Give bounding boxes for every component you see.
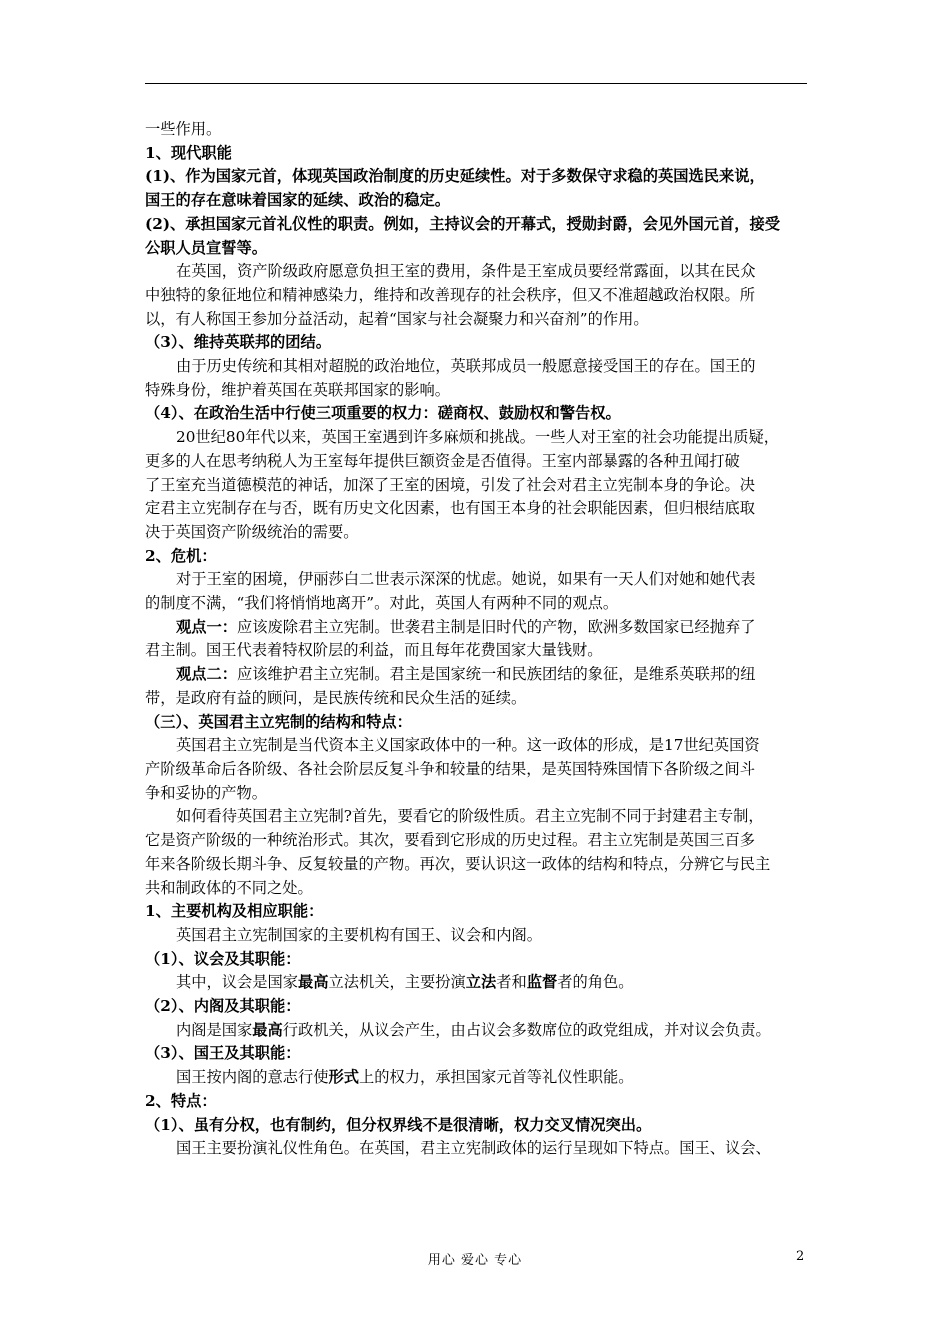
emphasis-term: 立法 <box>465 973 497 992</box>
paragraph-line <box>145 426 810 450</box>
text-run: 行政机关，从议会产生，由占议会多数席位的政党组成，并对议会负责。 <box>282 1020 771 1039</box>
text-run: 年来各阶级长期斗争、反复较量的产物。再次，要认识这一政体的结构和特点，分辨它与民主 <box>145 854 771 873</box>
section-heading <box>145 1114 810 1138</box>
section-heading <box>145 331 810 355</box>
paragraph-line <box>145 497 810 521</box>
paragraph-line <box>145 877 810 901</box>
text-run: 英国君主立宪制是当代资本主义国家政体中的一种。这一政体的形成，是17世纪英国资 <box>176 736 760 755</box>
text-run: 者的角色。 <box>557 973 634 992</box>
paragraph-line <box>145 1019 810 1043</box>
paragraph-line <box>145 639 810 663</box>
text-run: 更多的人在思考纳税人为王室每年提供巨额资金是否值得。王室内部暴露的各种丑闻打破 <box>145 451 740 470</box>
emphasis-term: 最高 <box>298 973 329 992</box>
text-run: 争和妥协的产物。 <box>145 783 267 802</box>
section-heading <box>145 237 810 261</box>
section-heading <box>145 995 810 1019</box>
text-run: 1、主要机构及相应职能： <box>145 902 324 921</box>
section-heading <box>145 545 810 569</box>
paragraph-line <box>145 284 810 308</box>
text-run: 由于历史传统和其相对超脱的政治地位，英联邦成员一般愿意接受国王的存在。国王的 <box>176 357 756 376</box>
section-heading <box>145 189 810 213</box>
text-run: (2)、承担国家元首礼仪性的职责。例如，主持议会的开幕式，授勋封爵，会见外国元首，接受 <box>145 214 781 233</box>
text-run: 其中，议会是国家 <box>176 973 298 992</box>
header-rule <box>145 83 807 84</box>
paragraph-line <box>145 568 810 592</box>
text-run: 2、特点： <box>145 1091 217 1110</box>
text-run: 国王按内阁的意志行使 <box>176 1068 329 1087</box>
paragraph-line <box>145 260 810 284</box>
paragraph-line <box>145 687 810 711</box>
emphasis-term: 最高 <box>252 1020 283 1039</box>
text-run: 定君主立宪制存在与否，既有历史文化因素，也有国王本身的社会职能因素，但归根结底取 <box>145 499 755 518</box>
text-run: 以，有人称国王参加分益活动，起着“国家与社会凝聚力和兴奋剂”的作用。 <box>145 309 649 328</box>
viewpoint-label: 观点二： <box>176 665 237 684</box>
text-run: 如何看待英国君主立宪制?首先，要看它的阶级性质。君主立宪制不同于封建君主专制， <box>176 807 764 826</box>
text-run: （1）、虽有分权，也有制约，但分权界线不是很清晰，权力交叉情况突出。 <box>145 1115 652 1134</box>
emphasis-term: 监督 <box>526 973 558 992</box>
section-heading <box>145 711 810 735</box>
viewpoint-label: 观点一： <box>176 617 237 636</box>
text-run: 应该废除君主立宪制。世袭君主制是旧时代的产物，欧洲多数国家已经抛弃了 <box>237 617 756 636</box>
text-run: 共和制政体的不同之处。 <box>145 878 313 897</box>
paragraph-line <box>145 971 810 995</box>
paragraph-line <box>145 663 810 687</box>
paragraph-line <box>145 924 810 948</box>
text-run: 中独特的象征地位和精神感染力，维持和改善现存的社会秩序，但又不准超越政治权限。所 <box>145 285 755 304</box>
text-run: 了王室充当道德模范的神话，加深了王室的困境，引发了社会对君主立宪制本身的争论。决 <box>145 475 755 494</box>
section-heading <box>145 402 810 426</box>
paragraph-line <box>145 734 810 758</box>
paragraph-line <box>145 474 810 498</box>
text-run: 2、危机： <box>145 546 217 565</box>
section-heading <box>145 213 810 237</box>
paragraph-line <box>145 853 810 877</box>
text-run: 公职人员宣誓等。 <box>145 238 267 257</box>
text-run: 君主制。国王代表着特权阶层的利益，而且每年花费国家大量钱财。 <box>145 641 603 660</box>
text-run: （三）、英国君主立宪制的结构和特点： <box>145 712 412 731</box>
paragraph-line <box>145 118 810 142</box>
text-run: (1)、作为国家元首，体现英国政治制度的历史延续性。对于多数保守求稳的英国选民来说， <box>145 167 765 186</box>
paragraph-line <box>145 379 810 403</box>
page-number: 2 <box>796 1249 805 1264</box>
footer-slogan: 用心 爱心 专心 <box>427 1253 523 1268</box>
text-run: 一些作用。 <box>145 120 222 138</box>
paragraph-line <box>145 805 810 829</box>
section-heading <box>145 142 810 166</box>
text-run: 带，是政府有益的顾问，是民族传统和民众生活的延续。 <box>145 688 527 707</box>
section-heading <box>145 1042 810 1066</box>
paragraph-line <box>145 592 810 616</box>
paragraph-line <box>145 308 810 332</box>
text-run: 它是资产阶级的一种统治形式。其次，要看到它形成的历史过程。君主立宪制是英国三百多 <box>145 831 755 850</box>
section-heading <box>145 900 810 924</box>
section-heading <box>145 1090 810 1114</box>
text-run: 产阶级革命后各阶级、各社会阶层反复斗争和较量的结果，是英国特殊国情下各阶级之间斗 <box>145 759 755 778</box>
paragraph-line <box>145 1066 810 1090</box>
text-run: （4）、在政治生活中行使三项重要的权力：磋商权、鼓励权和警告权。 <box>145 404 621 423</box>
paragraph-line <box>145 521 810 545</box>
text-run: （1）、议会及其职能： <box>145 949 301 968</box>
text-run: 对于王室的困境，伊丽莎白二世表示深深的忧虑。她说，如果有一天人们对她和她代表 <box>176 570 756 589</box>
text-run: 20世纪80年代以来，英国王室遇到许多麻烦和挑战。一些人对王室的社会功能提出质疑， <box>176 428 780 447</box>
text-run: 应该维护君主立宪制。君主是国家统一和民族团结的象征，是维系英联邦的纽 <box>237 665 756 684</box>
paragraph-line <box>145 450 810 474</box>
text-run: 特殊身份，维护着英国在英联邦国家的影响。 <box>145 380 450 399</box>
text-run: 国王的存在意味着国家的延续、政治的稳定。 <box>145 191 450 210</box>
paragraph-line <box>145 782 810 806</box>
text-run: （2）、内阁及其职能： <box>145 997 301 1016</box>
emphasis-term: 形式 <box>328 1068 359 1087</box>
text-run: 者和 <box>496 973 527 992</box>
text-run: 决于英国资产阶级统治的需要。 <box>145 522 359 541</box>
text-run: （3）、维持英联邦的团结。 <box>145 333 331 352</box>
text-run: 国王主要扮演礼仪性角色。在英国，君主立宪制政体的运行呈现如下特点。国王、议会、 <box>176 1139 771 1158</box>
section-heading <box>145 948 810 972</box>
text-run: 在英国，资产阶级政府愿意负担王室的费用，条件是王室成员要经常露面，以其在民众 <box>176 262 756 281</box>
text-run: 立法机关，主要扮演 <box>328 973 466 992</box>
text-run: 上的权力，承担国家元首等礼仪性职能。 <box>359 1068 634 1087</box>
text-run: 内阁是国家 <box>176 1020 253 1039</box>
text-run: 1、现代职能 <box>145 143 232 162</box>
section-heading <box>145 165 810 189</box>
paragraph-line <box>145 616 810 640</box>
paragraph-line <box>145 1137 810 1161</box>
document-body <box>145 118 810 1161</box>
text-run: （3）、国王及其职能： <box>145 1044 301 1063</box>
paragraph-line <box>145 829 810 853</box>
text-run: 英国君主立宪制国家的主要机构有国王、议会和内阁。 <box>176 925 542 944</box>
text-run: 的制度不满，“我们将悄悄地离开”。对此，英国人有两种不同的观点。 <box>145 594 619 613</box>
paragraph-line <box>145 758 810 782</box>
paragraph-line <box>145 355 810 379</box>
